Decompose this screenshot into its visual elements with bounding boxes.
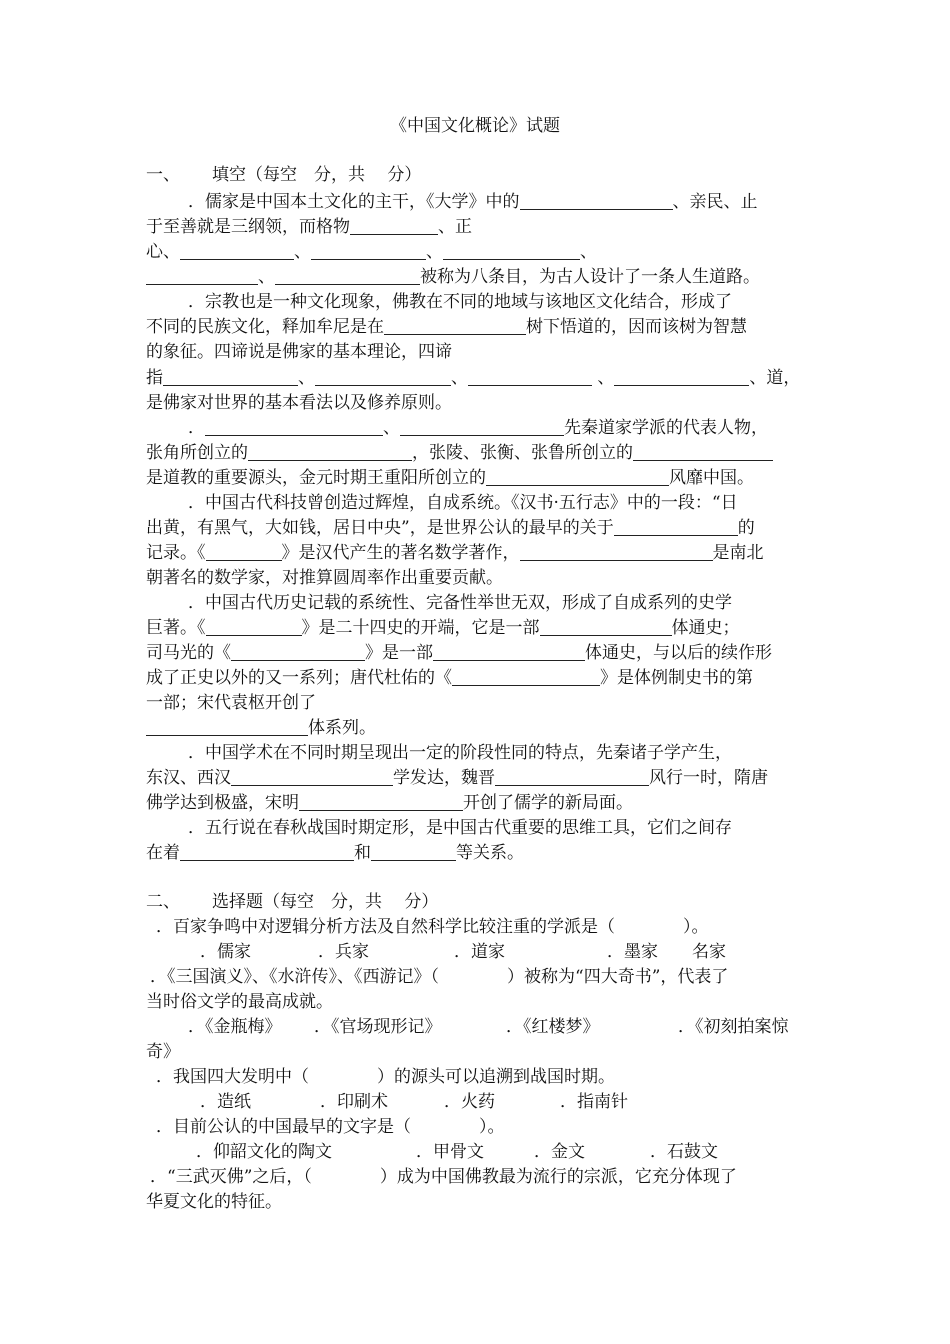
c3-option-a[interactable]: ．造纸 bbox=[200, 1092, 251, 1112]
c3-question: ．我国四大发明中（ ）的源头可以追溯到战国时期。 bbox=[156, 1067, 615, 1087]
c2-question-line-2: 当时俗文学的最高成就。 bbox=[146, 992, 333, 1012]
blank-line[interactable] bbox=[495, 767, 649, 786]
c2-option-d-cont: 奇》 bbox=[146, 1042, 180, 1062]
q6-text: 佛学达到极盛，宋明 bbox=[146, 793, 299, 813]
q6-line-2 bbox=[146, 766, 768, 790]
q5-text: 成了正史以外的又一系列；唐代杜佑的《 bbox=[146, 668, 452, 688]
blank-line[interactable] bbox=[146, 717, 308, 736]
c2-option-c[interactable]: ．《红楼梦》 bbox=[506, 1017, 600, 1037]
blank-line[interactable] bbox=[299, 792, 463, 811]
q5-line-4 bbox=[146, 666, 753, 690]
q2-line-3: 的象征。四谛说是佛家的基本理论，四谛 bbox=[146, 342, 452, 362]
q1-line-4 bbox=[146, 265, 760, 289]
blank-line[interactable] bbox=[248, 442, 412, 461]
q2-line-2 bbox=[146, 315, 747, 339]
c1-question: ．百家争鸣中对逻辑分析方法及自然科学比较注重的学派是（ ）。 bbox=[156, 917, 709, 937]
q2-text: 指 bbox=[146, 368, 163, 388]
q5-line-6 bbox=[146, 716, 376, 740]
q2-line-4 bbox=[146, 366, 800, 390]
blank-line[interactable] bbox=[315, 367, 451, 386]
q4-line-4: 朝著名的数学家，对推算圆周率作出重要贡献。 bbox=[146, 568, 503, 588]
q7-text: 等关系。 bbox=[456, 843, 524, 863]
q6-line-1: ．中国学术在不同时期呈现出一定的阶段性同的特点，先秦诸子学产生， bbox=[188, 743, 732, 763]
blank-line[interactable] bbox=[163, 367, 298, 386]
c4-question: ．目前公认的中国最早的文字是（ ）。 bbox=[156, 1117, 505, 1137]
q3-line-2 bbox=[146, 441, 773, 465]
q2-text: 树下悟道的，因而该树为智慧 bbox=[526, 317, 747, 337]
separator: 、 bbox=[451, 368, 468, 388]
blank-line[interactable] bbox=[180, 241, 294, 260]
blank-line[interactable] bbox=[350, 216, 438, 235]
q1-text: 、正 bbox=[438, 217, 472, 237]
blank-line[interactable] bbox=[180, 842, 354, 861]
q5-text: 体通史； bbox=[671, 618, 740, 638]
q3-text: 先秦道家学派的代表人物， bbox=[564, 418, 768, 438]
c3-option-c[interactable]: ．火药 bbox=[444, 1092, 495, 1112]
q5-text: 》是二十四史的开端，它是一部 bbox=[301, 618, 540, 638]
blank-line[interactable] bbox=[614, 517, 738, 536]
blank-line[interactable] bbox=[384, 316, 526, 335]
q1-text: 被称为八条目，为古人设计了一条人生道路。 bbox=[420, 267, 760, 287]
blank-line[interactable] bbox=[311, 241, 426, 260]
q7-line-1: ．五行说在春秋战国时期定形，是中国古代重要的思维工具，它们之间存 bbox=[188, 818, 732, 838]
q1-text: 、亲民、止 bbox=[672, 192, 758, 212]
q1-line-2 bbox=[146, 215, 472, 239]
c1-option-b[interactable]: ．兵家 bbox=[318, 942, 369, 962]
blank-line[interactable] bbox=[275, 266, 420, 285]
q2-text: 不同的民族文化，释加牟尼是在 bbox=[146, 317, 384, 337]
q3-line-3 bbox=[146, 466, 754, 490]
q7-text: 和 bbox=[354, 843, 371, 863]
q1-text: ．儒家是中国本土文化的主干，《大学》中的 bbox=[188, 192, 520, 212]
blank-line[interactable] bbox=[452, 667, 600, 686]
q1-text: 于至善就是三纲领，而格物 bbox=[146, 217, 350, 237]
blank-line[interactable] bbox=[443, 241, 580, 260]
q3-text: ，张陵、张衡、张鲁所创立的 bbox=[412, 443, 633, 463]
c5-question-line-1: ．“三武灭佛”之后，（ ）成为中国佛教最为流行的宗派，它充分体现了 bbox=[150, 1167, 737, 1187]
q5-text: 》是体例制史书的第 bbox=[600, 668, 753, 688]
page-title: 《中国文化概论》试题 bbox=[390, 116, 560, 136]
q6-text: 开创了儒学的新局面。 bbox=[463, 793, 633, 813]
blank-line[interactable] bbox=[520, 542, 713, 561]
q5-text: 巨著。《 bbox=[146, 618, 206, 638]
q5-text: 体通史，与以后的续作形 bbox=[585, 643, 772, 663]
c1-option-d[interactable]: ．墨家 bbox=[607, 942, 658, 962]
blank-line[interactable] bbox=[633, 442, 773, 461]
q3-text: ． bbox=[188, 418, 205, 438]
q4-text: 是南北 bbox=[712, 543, 764, 563]
c1-option-c[interactable]: ．道家 bbox=[454, 942, 505, 962]
c3-option-d[interactable]: ．指南针 bbox=[560, 1092, 628, 1112]
blank-line[interactable] bbox=[540, 617, 672, 636]
blank-line[interactable] bbox=[400, 417, 564, 436]
q7-line-2 bbox=[146, 841, 524, 865]
q4-line-2 bbox=[146, 516, 755, 540]
blank-line[interactable] bbox=[231, 642, 365, 661]
q4-text: 记录。《 bbox=[146, 543, 206, 563]
section-1-heading: 填空（每空 分，共 分） bbox=[212, 165, 422, 185]
blank-line[interactable] bbox=[206, 617, 302, 636]
c4-option-a[interactable]: ．仰韶文化的陶文 bbox=[196, 1142, 332, 1162]
section-1-number: 一、 bbox=[146, 165, 180, 185]
q4-text: 出黄，有黑气，大如钱，居日中央”，是世界公认的最早的关于 bbox=[146, 518, 614, 538]
q3-text: 是道教的重要源头，金元时期王重阳所创立的 bbox=[146, 468, 486, 488]
q5-line-5: 一部；宋代袁枢开创了 bbox=[146, 693, 316, 713]
q2-text: 、道， bbox=[749, 368, 801, 388]
q6-text: 学发达，魏晋 bbox=[393, 768, 495, 788]
separator: 、 bbox=[426, 242, 443, 262]
c4-option-b[interactable]: ．甲骨文 bbox=[416, 1142, 484, 1162]
q6-text: 东汉、西汉 bbox=[146, 768, 231, 788]
q5-text: 》是一部 bbox=[365, 643, 433, 663]
q5-text: 体系列。 bbox=[308, 718, 376, 738]
q5-line-1: ．中国古代历史记载的系统性、完备性举世无双，形成了自成系列的史学 bbox=[188, 593, 732, 613]
section-2-heading: 选择题（每空 分，共 分） bbox=[212, 892, 439, 912]
q2-line-1: ．宗教也是一种文化现象，佛教在不同的地域与该地区文化结合，形成了 bbox=[188, 292, 732, 312]
c5-question-line-2: 华夏文化的特征。 bbox=[146, 1192, 282, 1212]
q1-line-1 bbox=[188, 190, 758, 214]
q6-text: 风行一时，隋唐 bbox=[649, 768, 768, 788]
q4-line-3 bbox=[146, 541, 764, 565]
blank-line[interactable] bbox=[231, 767, 393, 786]
c2-option-d[interactable]: ．《初刻拍案惊 bbox=[678, 1017, 789, 1037]
q3-text: 风靡中国。 bbox=[669, 468, 754, 488]
separator: 、 bbox=[592, 368, 615, 388]
c4-option-c[interactable]: ．金文 bbox=[534, 1142, 585, 1162]
c4-option-d[interactable]: ．石鼓文 bbox=[650, 1142, 718, 1162]
q4-line-1: ．中国古代科技曾创造过辉煌，自成系统。《汉书·五行志》中的一段：“日 bbox=[188, 493, 738, 513]
q4-text: 》是汉代产生的著名数学著作， bbox=[281, 543, 520, 563]
blank-line[interactable] bbox=[433, 642, 585, 661]
q6-line-3 bbox=[146, 791, 633, 815]
q2-line-5: 是佛家对世界的基本看法以及修养原则。 bbox=[146, 393, 452, 413]
separator: 、 bbox=[580, 242, 597, 262]
c1-option-a[interactable]: ．儒家 bbox=[200, 942, 251, 962]
q5-line-2 bbox=[146, 616, 740, 640]
q7-text: 在着 bbox=[146, 843, 180, 863]
q3-text: 张角所创立的 bbox=[146, 443, 248, 463]
blank-line[interactable] bbox=[205, 417, 383, 436]
blank-line[interactable] bbox=[146, 266, 258, 285]
blank-line[interactable] bbox=[520, 191, 673, 210]
q1-line-3 bbox=[146, 240, 597, 264]
q4-text: 的 bbox=[737, 518, 755, 538]
separator: 、 bbox=[294, 242, 311, 262]
separator: 、 bbox=[258, 267, 275, 287]
separator: 、 bbox=[298, 368, 315, 388]
blank-line[interactable] bbox=[486, 467, 669, 486]
q1-text: 心、 bbox=[146, 242, 180, 262]
c1-option-e[interactable]: 名家 bbox=[692, 942, 726, 962]
blank-line[interactable] bbox=[371, 842, 456, 861]
section-2-number: 二、 bbox=[146, 892, 180, 912]
blank-line[interactable] bbox=[206, 542, 282, 561]
blank-line[interactable] bbox=[614, 367, 749, 386]
blank-line[interactable] bbox=[468, 367, 592, 386]
c2-question-line-1: ．《三国演义》、《水浒传》、《西游记》（ ）被称为“四大奇书”，代表了 bbox=[150, 967, 729, 987]
c2-option-a[interactable]: ．《金瓶梅》 bbox=[188, 1017, 282, 1037]
q3-line-1 bbox=[188, 416, 768, 440]
c3-option-b[interactable]: ．印刷术 bbox=[320, 1092, 388, 1112]
c2-option-b[interactable]: ．《官场现形记》 bbox=[314, 1017, 442, 1037]
separator: 、 bbox=[383, 418, 400, 438]
q5-text: 司马光的《 bbox=[146, 643, 231, 663]
q5-line-3 bbox=[146, 641, 772, 665]
